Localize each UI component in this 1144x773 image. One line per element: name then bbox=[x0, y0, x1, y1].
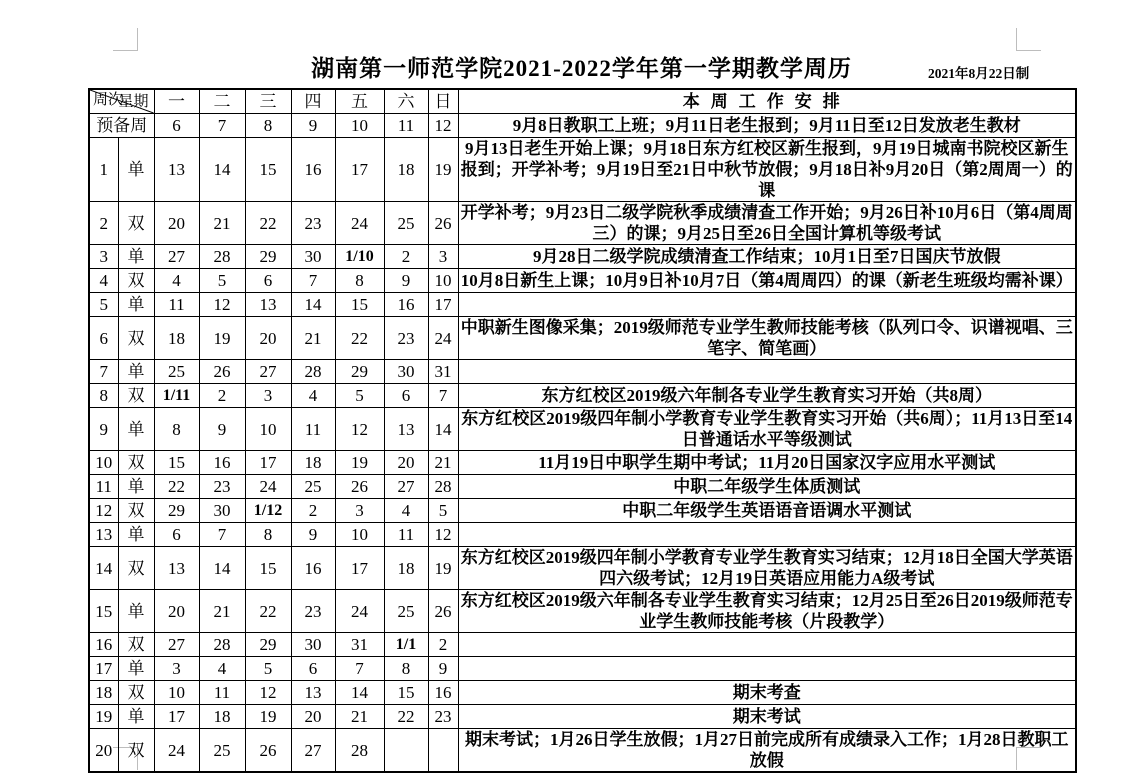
date-cell: 11 bbox=[154, 293, 199, 317]
date-cell: 20 bbox=[154, 202, 199, 245]
table-row bbox=[89, 705, 1076, 729]
date-cell: 22 bbox=[154, 475, 199, 499]
work-arrangement-cell: 10月8日新生上课；10月9日补10月7日（第4周周四）的课（新老生班级均需补课） bbox=[458, 269, 1076, 293]
date-cell: 16 bbox=[428, 681, 458, 705]
date-cell: 9 bbox=[291, 523, 335, 547]
date-cell: 17 bbox=[335, 547, 384, 590]
date-cell: 7 bbox=[199, 114, 245, 138]
work-arrangement-cell bbox=[458, 293, 1076, 317]
date-cell: 5 bbox=[428, 499, 458, 523]
table-row bbox=[89, 451, 1076, 475]
date-cell: 16 bbox=[291, 138, 335, 202]
date-cell: 2 bbox=[428, 633, 458, 657]
date-cell: 11 bbox=[199, 681, 245, 705]
week-number-cell: 12 bbox=[89, 499, 118, 523]
week-number-cell: 15 bbox=[89, 590, 118, 633]
calendar-body bbox=[89, 89, 1076, 772]
date-cell: 27 bbox=[291, 729, 335, 773]
work-arrangement-cell bbox=[458, 523, 1076, 547]
date-cell: 26 bbox=[428, 590, 458, 633]
week-number-cell: 9 bbox=[89, 408, 118, 451]
week-number-cell: 17 bbox=[89, 657, 118, 681]
date-cell: 4 bbox=[384, 499, 428, 523]
date-cell: 15 bbox=[154, 451, 199, 475]
date-cell: 6 bbox=[384, 384, 428, 408]
table-row bbox=[89, 590, 1076, 633]
week-number-cell: 16 bbox=[89, 633, 118, 657]
date-cell: 3 bbox=[428, 245, 458, 269]
date-cell: 17 bbox=[154, 705, 199, 729]
date-cell: 24 bbox=[154, 729, 199, 773]
date-cell: 30 bbox=[384, 360, 428, 384]
date-cell: 7 bbox=[335, 657, 384, 681]
teaching-week-calendar-table bbox=[88, 88, 1077, 773]
crop-mark-top-left bbox=[113, 28, 138, 51]
date-cell: 20 bbox=[384, 451, 428, 475]
date-cell: 4 bbox=[154, 269, 199, 293]
table-row bbox=[89, 293, 1076, 317]
date-cell: 27 bbox=[384, 475, 428, 499]
parity-cell: 双 bbox=[118, 681, 154, 705]
week-number-cell: 2 bbox=[89, 202, 118, 245]
date-cell: 27 bbox=[154, 633, 199, 657]
date-cell: 24 bbox=[245, 475, 291, 499]
date-cell: 26 bbox=[199, 360, 245, 384]
date-cell: 26 bbox=[335, 475, 384, 499]
date-cell: 20 bbox=[245, 317, 291, 360]
date-cell: 18 bbox=[291, 451, 335, 475]
date-cell: 23 bbox=[199, 475, 245, 499]
date-cell: 22 bbox=[335, 317, 384, 360]
work-arrangement-cell: 中职二年级学生英语语音语调水平测试 bbox=[458, 499, 1076, 523]
date-cell: 8 bbox=[245, 523, 291, 547]
week-number-cell: 18 bbox=[89, 681, 118, 705]
date-cell: 31 bbox=[428, 360, 458, 384]
date-cell: 11 bbox=[291, 408, 335, 451]
date-cell: 8 bbox=[384, 657, 428, 681]
date-cell: 14 bbox=[199, 547, 245, 590]
date-cell: 25 bbox=[384, 590, 428, 633]
work-arrangement-cell: 开学补考；9月23日二级学院秋季成绩清查工作开始；9月26日补10月6日（第4周周三）的课；9月25日至26日全国计算机等级考试 bbox=[458, 202, 1076, 245]
date-cell: 14 bbox=[291, 293, 335, 317]
parity-cell: 单 bbox=[118, 138, 154, 202]
date-cell: 9 bbox=[199, 408, 245, 451]
work-arrangement-cell: 9月8日教职工上班；9月11日老生报到；9月11日至12日发放老生教材 bbox=[458, 114, 1076, 138]
week-number-cell: 5 bbox=[89, 293, 118, 317]
parity-cell: 双 bbox=[118, 547, 154, 590]
parity-cell: 单 bbox=[118, 590, 154, 633]
date-cell: 7 bbox=[428, 384, 458, 408]
parity-cell: 单 bbox=[118, 705, 154, 729]
date-cell: 6 bbox=[291, 657, 335, 681]
table-row bbox=[89, 681, 1076, 705]
parity-cell: 单 bbox=[118, 657, 154, 681]
date-cell: 24 bbox=[335, 590, 384, 633]
date-cell: 18 bbox=[199, 705, 245, 729]
date-cell: 28 bbox=[335, 729, 384, 773]
work-arrangement-cell: 期末考试；1月26日学生放假；1月27日前完成所有成绩录入工作；1月28日教职工放假 bbox=[458, 729, 1076, 773]
table-row bbox=[89, 360, 1076, 384]
week-number-cell: 13 bbox=[89, 523, 118, 547]
table-row bbox=[89, 245, 1076, 269]
date-cell: 7 bbox=[291, 269, 335, 293]
date-cell: 9 bbox=[428, 657, 458, 681]
date-cell: 16 bbox=[291, 547, 335, 590]
date-cell: 29 bbox=[245, 633, 291, 657]
date-cell: 11 bbox=[384, 523, 428, 547]
date-cell: 26 bbox=[428, 202, 458, 245]
date-cell: 5 bbox=[199, 269, 245, 293]
date-cell: 23 bbox=[291, 202, 335, 245]
week-number-cell: 3 bbox=[89, 245, 118, 269]
date-cell: 19 bbox=[428, 138, 458, 202]
date-cell: 23 bbox=[291, 590, 335, 633]
date-cell: 1/12 bbox=[245, 499, 291, 523]
date-cell: 4 bbox=[199, 657, 245, 681]
date-cell: 18 bbox=[154, 317, 199, 360]
parity-cell: 单 bbox=[118, 293, 154, 317]
table-row bbox=[89, 633, 1076, 657]
work-arrangement-cell bbox=[458, 657, 1076, 681]
parity-cell: 双 bbox=[118, 451, 154, 475]
date-cell: 26 bbox=[245, 729, 291, 773]
table-row bbox=[89, 729, 1076, 773]
date-cell: 18 bbox=[384, 138, 428, 202]
date-cell: 19 bbox=[199, 317, 245, 360]
date-cell: 3 bbox=[335, 499, 384, 523]
week-number-cell: 4 bbox=[89, 269, 118, 293]
date-cell: 12 bbox=[199, 293, 245, 317]
date-cell: 22 bbox=[245, 202, 291, 245]
day-header-3: 三 bbox=[245, 89, 291, 114]
date-cell: 16 bbox=[199, 451, 245, 475]
date-cell: 29 bbox=[335, 360, 384, 384]
date-cell: 25 bbox=[291, 475, 335, 499]
parity-cell: 单 bbox=[118, 523, 154, 547]
table-row bbox=[89, 475, 1076, 499]
parity-cell: 双 bbox=[118, 633, 154, 657]
date-cell: 6 bbox=[154, 523, 199, 547]
work-arrangement-header: 本周工作安排 bbox=[458, 89, 1076, 114]
day-header-7: 日 bbox=[428, 89, 458, 114]
day-header-2: 二 bbox=[199, 89, 245, 114]
parity-cell: 双 bbox=[118, 202, 154, 245]
work-arrangement-cell bbox=[458, 360, 1076, 384]
date-cell: 16 bbox=[384, 293, 428, 317]
date-cell: 19 bbox=[335, 451, 384, 475]
day-header-1: 一 bbox=[154, 89, 199, 114]
date-cell: 11 bbox=[384, 114, 428, 138]
date-cell: 2 bbox=[199, 384, 245, 408]
week-number-cell: 7 bbox=[89, 360, 118, 384]
date-cell: 28 bbox=[291, 360, 335, 384]
work-arrangement-cell: 东方红校区2019级四年制小学教育专业学生教育实习结束；12月18日全国大学英语四六级考试；12月19日英语应用能力A级考试 bbox=[458, 547, 1076, 590]
date-cell: 6 bbox=[154, 114, 199, 138]
corner-label-weeknum: 周次 bbox=[93, 92, 124, 108]
table-row bbox=[89, 547, 1076, 590]
week-number-cell: 1 bbox=[89, 138, 118, 202]
date-cell: 12 bbox=[428, 114, 458, 138]
week-number-cell: 19 bbox=[89, 705, 118, 729]
date-cell: 3 bbox=[245, 384, 291, 408]
date-cell: 8 bbox=[335, 269, 384, 293]
date-cell: 25 bbox=[199, 729, 245, 773]
date-cell: 28 bbox=[428, 475, 458, 499]
date-cell: 12 bbox=[428, 523, 458, 547]
table-row bbox=[89, 499, 1076, 523]
date-cell: 14 bbox=[428, 408, 458, 451]
date-cell: 13 bbox=[154, 138, 199, 202]
date-cell: 31 bbox=[335, 633, 384, 657]
date-cell: 12 bbox=[335, 408, 384, 451]
week-number-cell: 6 bbox=[89, 317, 118, 360]
week-number-cell: 10 bbox=[89, 451, 118, 475]
date-cell: 1/11 bbox=[154, 384, 199, 408]
date-cell bbox=[428, 729, 458, 773]
date-cell: 1/10 bbox=[335, 245, 384, 269]
date-cell: 25 bbox=[154, 360, 199, 384]
date-cell: 21 bbox=[428, 451, 458, 475]
date-cell: 22 bbox=[384, 705, 428, 729]
table-row bbox=[89, 269, 1076, 293]
day-header-5: 五 bbox=[335, 89, 384, 114]
date-cell: 1/1 bbox=[384, 633, 428, 657]
work-arrangement-cell: 11月19日中职学生期中考试；11月20日国家汉字应用水平测试 bbox=[458, 451, 1076, 475]
date-cell: 17 bbox=[245, 451, 291, 475]
page-title: 湖南第一师范学院2021-2022学年第一学期教学周历 bbox=[311, 56, 852, 81]
date-cell: 7 bbox=[199, 523, 245, 547]
date-cell: 10 bbox=[154, 681, 199, 705]
date-cell: 22 bbox=[245, 590, 291, 633]
table-row bbox=[89, 202, 1076, 245]
date-cell: 20 bbox=[291, 705, 335, 729]
date-cell: 24 bbox=[428, 317, 458, 360]
date-cell: 4 bbox=[291, 384, 335, 408]
work-arrangement-cell: 中职新生图像采集；2019级师范专业学生教师技能考核（队列口令、识谱视唱、三笔字、简笔画） bbox=[458, 317, 1076, 360]
date-cell: 13 bbox=[154, 547, 199, 590]
corner-label-weekday: 星期 bbox=[118, 94, 149, 110]
date-cell: 14 bbox=[335, 681, 384, 705]
date-cell: 29 bbox=[154, 499, 199, 523]
parity-cell: 双 bbox=[118, 729, 154, 773]
date-cell: 15 bbox=[245, 138, 291, 202]
parity-cell: 双 bbox=[118, 269, 154, 293]
parity-cell: 单 bbox=[118, 245, 154, 269]
table-row bbox=[89, 138, 1076, 202]
date-cell: 15 bbox=[384, 681, 428, 705]
parity-cell: 单 bbox=[118, 475, 154, 499]
date-cell: 9 bbox=[384, 269, 428, 293]
work-arrangement-cell: 9月13日老生开始上课；9月18日东方红校区新生报到，9月19日城南书院校区新生报到；开学补考；9月19日至21日中秋节放假；9月18日补9月20日（第2周周一）的课 bbox=[458, 138, 1076, 202]
date-cell: 18 bbox=[384, 547, 428, 590]
date-cell: 2 bbox=[384, 245, 428, 269]
date-cell: 27 bbox=[245, 360, 291, 384]
table-row bbox=[89, 523, 1076, 547]
date-cell: 21 bbox=[335, 705, 384, 729]
date-cell: 10 bbox=[245, 408, 291, 451]
parity-cell: 双 bbox=[118, 384, 154, 408]
date-cell: 21 bbox=[199, 202, 245, 245]
date-cell: 23 bbox=[428, 705, 458, 729]
work-arrangement-cell: 9月28日二级学院成绩清查工作结束；10月1日至7日国庆节放假 bbox=[458, 245, 1076, 269]
date-cell: 23 bbox=[384, 317, 428, 360]
day-header-4: 四 bbox=[291, 89, 335, 114]
work-arrangement-cell: 中职二年级学生体质测试 bbox=[458, 475, 1076, 499]
date-cell: 24 bbox=[335, 202, 384, 245]
date-cell: 28 bbox=[199, 245, 245, 269]
week-number-cell: 预备周 bbox=[89, 114, 154, 138]
date-cell: 10 bbox=[335, 114, 384, 138]
table-row bbox=[89, 114, 1076, 138]
date-cell: 8 bbox=[154, 408, 199, 451]
date-cell: 30 bbox=[291, 245, 335, 269]
week-number-cell: 14 bbox=[89, 547, 118, 590]
date-cell: 30 bbox=[199, 499, 245, 523]
work-arrangement-cell: 东方红校区2019级四年制小学教育专业学生教育实习开始（共6周）；11月13日至14日普通话水平等级测试 bbox=[458, 408, 1076, 451]
made-date-label: 2021年8月22日制 bbox=[928, 66, 1030, 81]
week-number-cell: 20 bbox=[89, 729, 118, 773]
date-cell: 27 bbox=[154, 245, 199, 269]
date-cell: 28 bbox=[199, 633, 245, 657]
date-cell: 17 bbox=[428, 293, 458, 317]
date-cell bbox=[384, 729, 428, 773]
date-cell: 19 bbox=[428, 547, 458, 590]
date-cell: 5 bbox=[335, 384, 384, 408]
table-row bbox=[89, 384, 1076, 408]
date-cell: 29 bbox=[245, 245, 291, 269]
table-row bbox=[89, 657, 1076, 681]
week-number-cell: 8 bbox=[89, 384, 118, 408]
date-cell: 10 bbox=[428, 269, 458, 293]
work-arrangement-cell: 东方红校区2019级六年制各专业学生教育实习结束；12月25日至26日2019级师范专业学生教师技能考核（片段教学） bbox=[458, 590, 1076, 633]
date-cell: 15 bbox=[335, 293, 384, 317]
date-cell: 21 bbox=[291, 317, 335, 360]
date-cell: 2 bbox=[291, 499, 335, 523]
date-cell: 25 bbox=[384, 202, 428, 245]
date-cell: 10 bbox=[335, 523, 384, 547]
date-cell: 17 bbox=[335, 138, 384, 202]
week-number-cell: 11 bbox=[89, 475, 118, 499]
date-cell: 30 bbox=[291, 633, 335, 657]
date-cell: 13 bbox=[291, 681, 335, 705]
date-cell: 6 bbox=[245, 269, 291, 293]
corner-header-cell bbox=[89, 89, 154, 114]
date-cell: 15 bbox=[245, 547, 291, 590]
date-cell: 12 bbox=[245, 681, 291, 705]
header-row bbox=[89, 89, 1076, 114]
date-cell: 8 bbox=[245, 114, 291, 138]
work-arrangement-cell: 东方红校区2019级六年制各专业学生教育实习开始（共8周） bbox=[458, 384, 1076, 408]
work-arrangement-cell bbox=[458, 633, 1076, 657]
date-cell: 14 bbox=[199, 138, 245, 202]
parity-cell: 双 bbox=[118, 317, 154, 360]
date-cell: 20 bbox=[154, 590, 199, 633]
day-header-6: 六 bbox=[384, 89, 428, 114]
date-cell: 3 bbox=[154, 657, 199, 681]
date-cell: 13 bbox=[245, 293, 291, 317]
table-row bbox=[89, 408, 1076, 451]
date-cell: 5 bbox=[245, 657, 291, 681]
date-cell: 13 bbox=[384, 408, 428, 451]
date-cell: 9 bbox=[291, 114, 335, 138]
work-arrangement-cell: 期末考试 bbox=[458, 705, 1076, 729]
work-arrangement-cell: 期末考查 bbox=[458, 681, 1076, 705]
table-row bbox=[89, 317, 1076, 360]
date-cell: 19 bbox=[245, 705, 291, 729]
parity-cell: 双 bbox=[118, 499, 154, 523]
date-cell: 21 bbox=[199, 590, 245, 633]
crop-mark-top-right bbox=[1016, 28, 1041, 51]
parity-cell: 单 bbox=[118, 360, 154, 384]
parity-cell: 单 bbox=[118, 408, 154, 451]
